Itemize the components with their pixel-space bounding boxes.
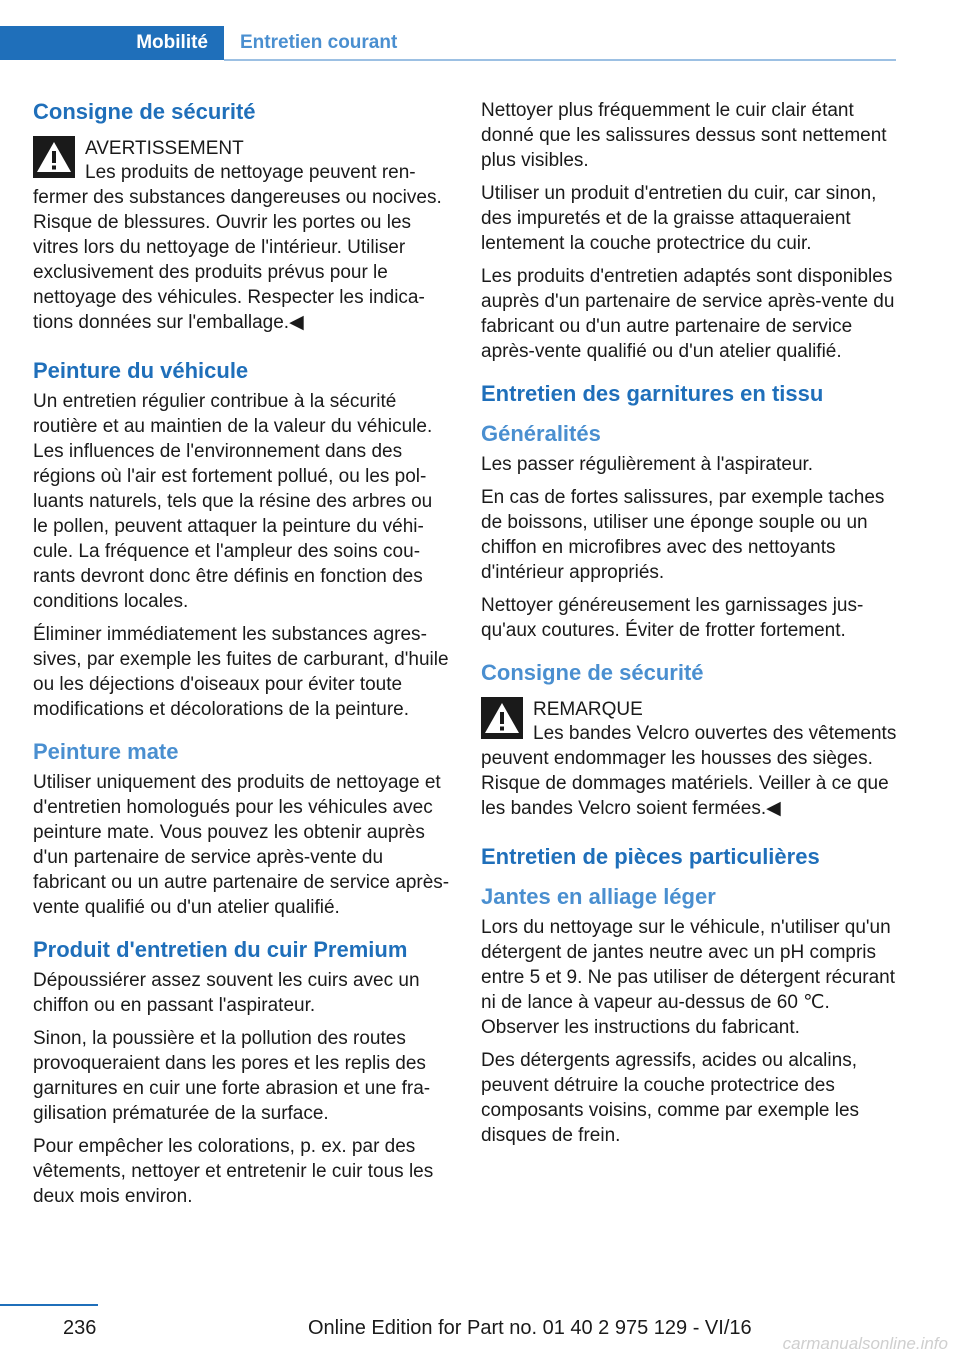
header-tabs [0,26,960,62]
left-column [33,98,451,1217]
leather-paragraph-4: Nettoyer plus fréquemment le cuir clair étant donné que les salissures dessus sont nettement plus visibles. [481,100,887,171]
tab-entretien-courant[interactable]: Entretien courant [240,32,398,53]
warning-triangle-icon [33,136,75,178]
warning-label: AVERTISSEMENT [85,138,244,159]
alloy-paragraph-1: Lors du nettoyage sur le véhicule, n'utiliser qu'un détergent de jantes neutre avec un pH compris entre 5 et 9. Ne pas utiliser de détergent récurant ni de lance à vapeur au-dessus de 60 ℃. Observer les instructions du fabricant. [481,917,896,1038]
paint-heading: Peinture du véhicule [33,358,249,383]
footer-divider [0,1304,98,1306]
fabric-heading: Entretien des garnitures en tissu [481,381,824,406]
safety-heading-2: Consigne de sécurité [481,660,704,685]
parts-heading: Entretien de pièces particulières [481,844,820,869]
general-paragraph-3: Nettoyer généreusement les garnissages jusqu'aux coutures. Éviter de frotter fortement. [481,595,864,641]
header-divider [224,59,896,61]
warning-triangle-icon [481,697,523,739]
alloy-paragraph-2: Des détergents agressifs, acides ou alcalins, peuvent détruire la couche protectrice des composants voisins, comme par exemple les disques de frein. [481,1050,860,1146]
watermark: carmanualsonline.info [782,1334,948,1353]
leather-paragraph-1: Dépoussiérer assez souvent les cuirs avec un chiffon ou en passant l'aspirateur. [33,970,420,1016]
tab-mobilite[interactable]: Mobilité [0,26,224,60]
leather-paragraph-6: Les produits d'entretien adaptés sont disponibles auprès d'un partenaire de service après-vente du fabricant ou d'un autre partenaire de service après-vente qualifié ou d'un atelier qualifié. [481,266,895,362]
edition-text: Online Edition for Part no. 01 40 2 975 129 - VI/16 [308,1317,752,1339]
alloy-heading: Jantes en alliage léger [481,884,716,909]
notice-label: REMARQUE [533,699,643,720]
page-number: 236 [63,1317,97,1339]
paint-paragraph-2: Éliminer immédiatement les substances agressives, par exemple les fuites de carburant, d'huile ou les déjections d'oiseaux pour éviter toute modifications et décolorations de la peinture. [33,624,449,720]
leather-paragraph-5: Utiliser un produit d'entretien du cuir, car sinon, des impuretés et de la graisse attaqueraient lentement la couche protectrice du cuir. [481,183,877,254]
safety-heading: Consigne de sécurité [33,99,256,124]
general-heading: Généralités [481,421,601,446]
leather-heading: Produit d'entretien du cuir Premium [33,937,408,962]
warning-text: Les produits de nettoyage peuvent renfermer des substances dangereuses ou nocives. Risque de blessures. Ouvrir les portes ou les vitres lors du nettoyage de l'intérieur. Utiliser exclusivement des produits prévus pour le nettoyage des véhicules. Respecter les indications données sur l'emballage.◀ [33,162,442,333]
general-paragraph-2: En cas de fortes salissures, par exemple taches de boissons, utiliser une éponge souple ou un chiffon en microfibres avec des nettoyants d'intérieur appropriés. [481,487,885,583]
right-column [481,98,897,1156]
notice-text: Les bandes Velcro ouvertes des vêtements peuvent endommager les housses des sièges. Risque de dommages matériels. Veiller à ce que les bandes Velcro soient fermées.◀ [481,723,897,819]
paint-paragraph-1: Un entretien régulier contribue à la sécurité routière et au maintien de la valeur du véhicule. Les influences de l'environnement dans des régions où l'air est fortement pollué, ou les polluants naturels, tels que la résine des arbres ou le pollen, peuvent attaquer la peinture du véhicule. La fréquence et l'ampleur des soins courants devront donc être définis en fonction des conditions locales. [33,391,433,612]
leather-paragraph-3: Pour empêcher les colorations, p. ex. par des vêtements, nettoyer et entretenir le cuir tous les deux mois environ. [33,1136,434,1207]
general-paragraph-1: Les passer régulièrement à l'aspirateur. [481,454,814,475]
matte-heading: Peinture mate [33,739,179,764]
leather-paragraph-2: Sinon, la poussière et la pollution des routes provoqueraient dans les pores et les replis des garnitures en cuir une forte abrasion et une fragilisation prématurée de la surface. [33,1028,431,1124]
matte-paragraph: Utiliser uniquement des produits de nettoyage et d'entretien homologués pour les véhicules avec peinture mate. Vous pouvez les obtenir auprès d'un partenaire de service après-vente du fabricant ou un autre partenaire de service après-vente qualifié ou d'un atelier qualifié. [33,772,450,918]
